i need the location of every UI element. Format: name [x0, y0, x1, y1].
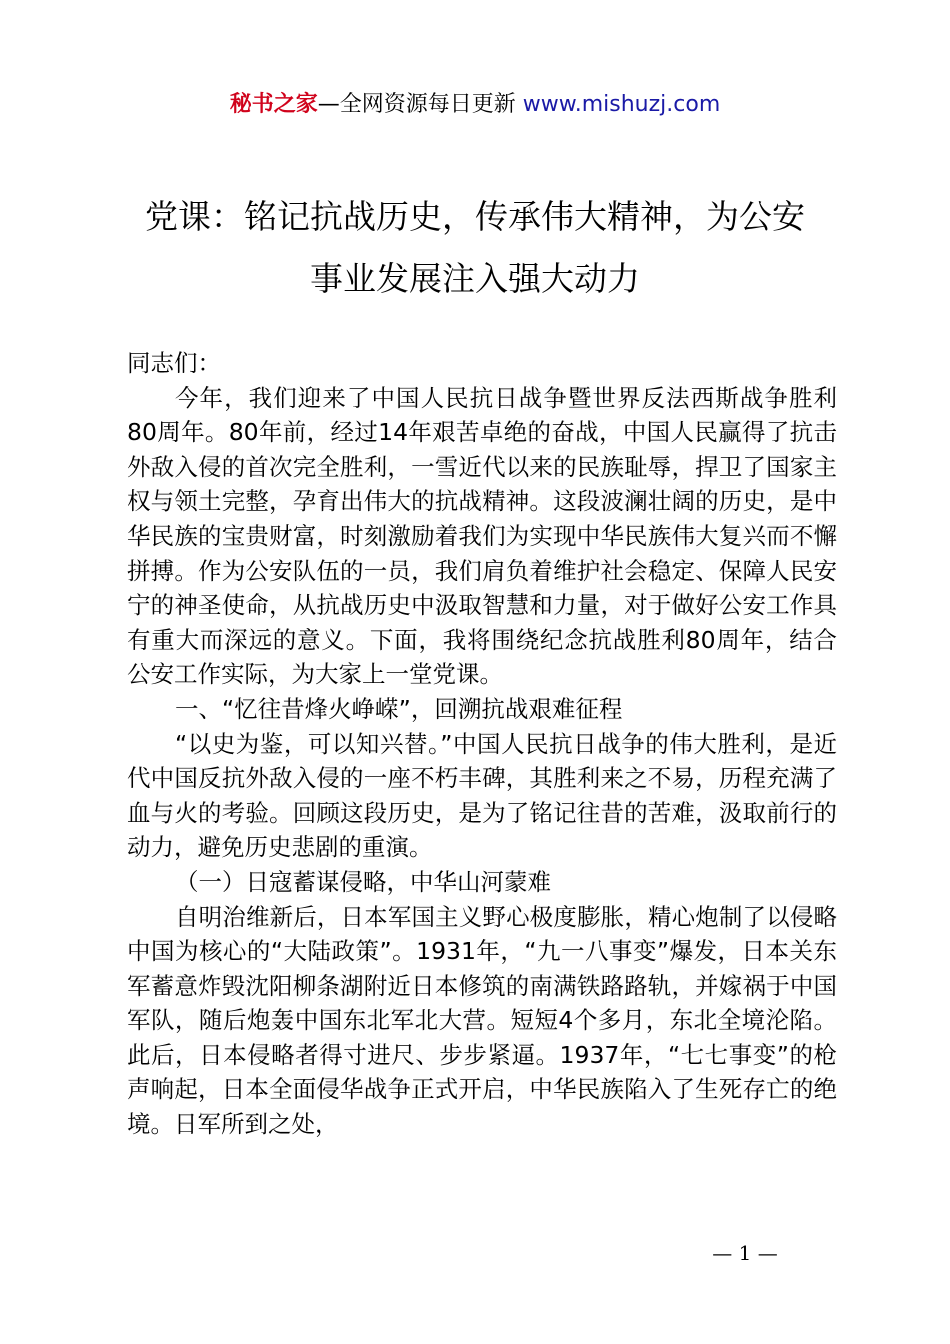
paragraph-intro: 今年，我们迎来了中国人民抗日战争暨世界反法西斯战争胜利80周年。80年前，经过14年艰苦卓绝的奋战，中国人民赢得了抗击外敌入侵的首次完全胜利，一雪近代以来的民族耻辱，捍卫了国家主权与领土完整，孕育出伟大的抗战精神。这段波澜壮阔的历史，是中华民族的宝贵财富，时刻激励着我们为实现中华民族伟大复兴而不懈拼搏。作为公安队伍的一员，我们肩负着维护社会稳定、保障人民安宁的神圣使命，从抗战历史中汲取智慧和力量，对于做好公安工作具有重大而深远的意义。下面，我将围绕纪念抗战胜利80周年，结合公安工作实际，为大家上一堂党课。 [127, 383, 837, 689]
salutation: 同志们： [127, 349, 221, 377]
paragraph-subsection-1: 自明治维新后，日本军国主义野心极度膨胀，精心炮制了以侵略中国为核心的“大陆政策”。1931年，“九一八事变”爆发，日本关东军蓄意炸毁沈阳柳条湖附近日本修筑的南满铁路路轨，并嫁祸于中国军队，随后炮轰中国东北军北大营。短短4个多月，东北全境沦陷。此后，日本侵略者得寸进尺、步步紧逼。1937年，“七七事变”的枪声响起，日本全面侵华战争正式开启，中华民族陷入了生死存亡的绝境。日军所到之处， [127, 902, 837, 1139]
brand-link[interactable]: 秘书之家 [229, 92, 318, 117]
section-heading-1: 一、“忆往昔烽火峥嵘”，回溯抗战艰难征程 [175, 694, 623, 723]
header-tagline: —全网资源每日更新 [317, 92, 523, 117]
document-title [100, 186, 850, 310]
title-line-2: 事业发展注入强大动力 [310, 259, 640, 298]
subsection-heading-1: （一）日寇蓄谋侵略，中华山河蒙难 [175, 867, 551, 896]
title-line-1: 党课：铭记抗战历史，传承伟大精神，为公安 [145, 197, 805, 236]
site-url-link[interactable]: www.mishuzj.com [522, 92, 721, 117]
paragraph-section-1: “以史为鉴，可以知兴替。”中国人民抗日战争的伟大胜利，是近代中国反抗外敌入侵的一座不朽丰碑，其胜利来之不易，历程充满了血与火的考验。回顾这段历史，是为了铭记往昔的苦难，汲取前行的动力，避免历史悲剧的重演。 [127, 729, 837, 862]
site-header [0, 88, 950, 122]
document-body [127, 346, 837, 1142]
page-number: — 1 — [712, 1241, 778, 1265]
